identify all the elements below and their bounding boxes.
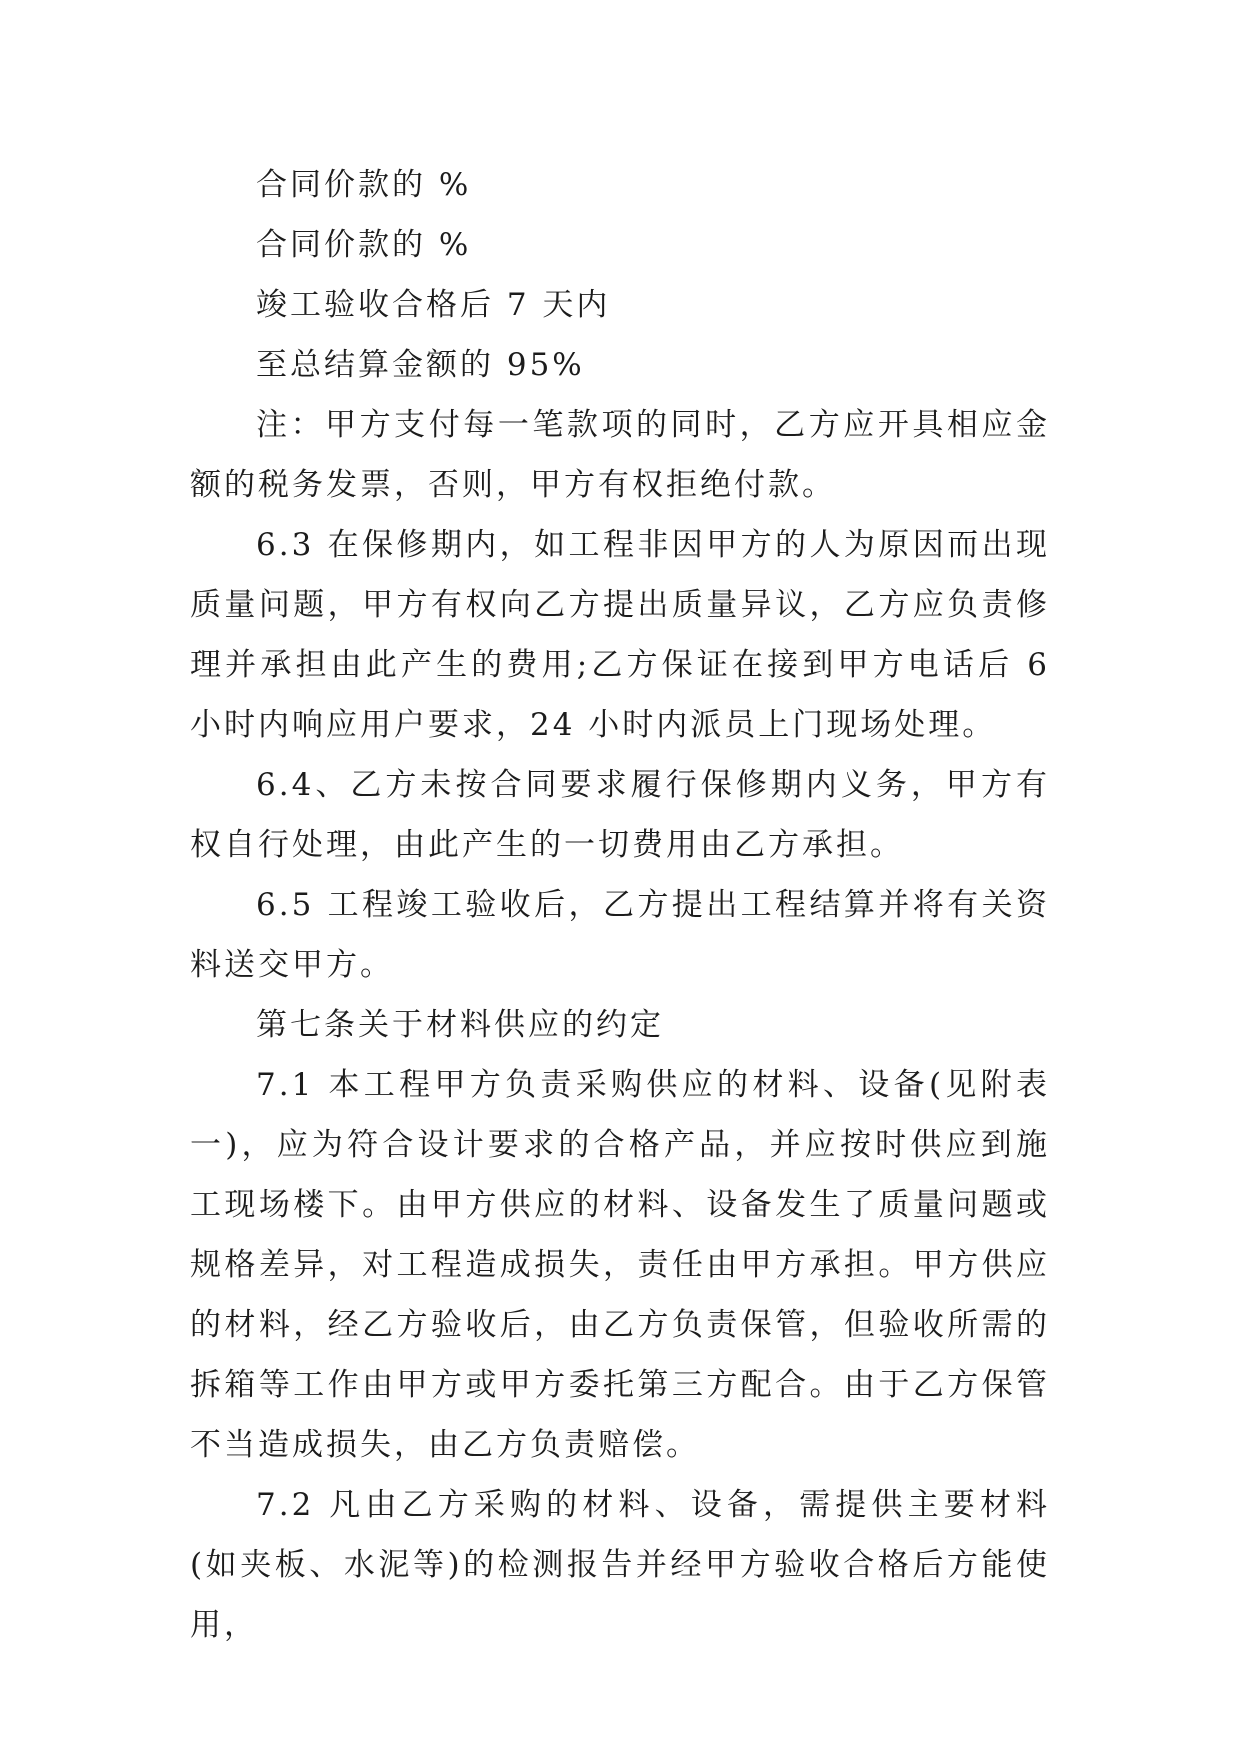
clause-7-1-paragraph: 7.1 本工程甲方负责采购供应的材料、设备(见附表一)，应为符合设计要求的合格产品，并应按时供应到施工现场楼下。由甲方供应的材料、设备发生了质量问题或规格差异，对工程造成损失，责任由甲方承担。甲方供应的材料，经乙方验收后，由乙方负责保管，但验收所需的拆箱等工作由甲方或甲方委托第三方配合。由于乙方保管不当造成损失，由乙方负责赔偿。 (190, 1067, 1050, 1463)
clause-6-3-paragraph: 6.3 在保修期内，如工程非因甲方的人为原因而出现质量问题，甲方有权向乙方提出质量异议，乙方应负责修理并承担由此产生的费用;乙方保证在接到甲方电话后 6 小时内响应用户要求，24 小时内派员上门现场处理。 (190, 527, 1050, 743)
payment-term-line: 至总结算金额的 95% (256, 347, 585, 383)
payment-note-paragraph: 注：甲方支付每一笔款项的同时，乙方应开具相应金额的税务发票，否则，甲方有权拒绝付款。 (190, 407, 1050, 503)
payment-term-line: 竣工验收合格后 7 天内 (256, 287, 611, 323)
document-body (190, 155, 1050, 1655)
clause-6-5-paragraph: 6.5 工程竣工验收后，乙方提出工程结算并将有关资料送交甲方。 (190, 887, 1050, 983)
clause-6-4-paragraph: 6.4、乙方未按合同要求履行保修期内义务，甲方有权自行处理，由此产生的一切费用由乙方承担。 (190, 767, 1050, 863)
article-7-heading: 第七条关于材料供应的约定 (256, 1007, 664, 1043)
payment-term-line: 合同价款的 % (256, 227, 472, 263)
clause-7-2-paragraph: 7.2 凡由乙方采购的材料、设备，需提供主要材料(如夹板、水泥等)的检测报告并经甲方验收合格后方能使用， (190, 1487, 1050, 1643)
payment-term-line: 合同价款的 % (256, 167, 472, 203)
